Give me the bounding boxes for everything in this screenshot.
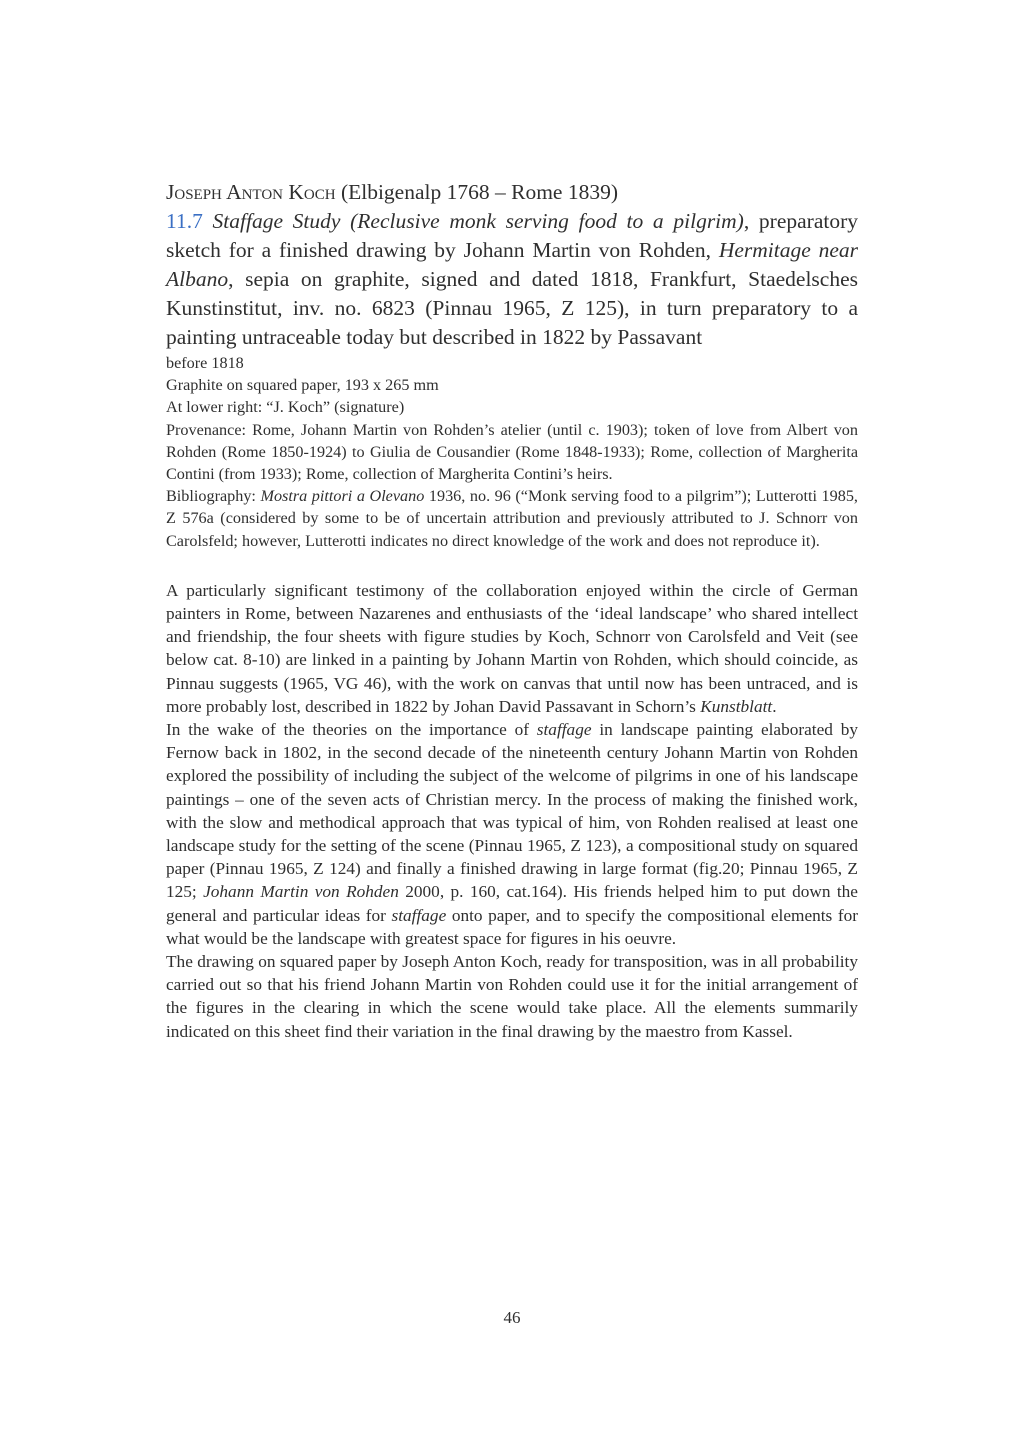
provenance: Provenance: Rome, Johann Martin von Rohden’s atelier (until c. 1903); token of love from Albert von Rohden (Rome 1850-1924) to Giulia de Cousandier (Rome 1848-1933); Rome, collection of Margherita Contini (from 1933); Rome, collection of Margherita Contini’s heirs.	[166, 420, 858, 484]
bibliography-text: 1936, no. 96 (“Monk serving food to a pilgrim”); Lutterotti 1985, Z 576a (considered by some to be of uncertain attribution and previously attributed to J. Schnorr von Carolsfeld; however, Lutterotti indicates no direct knowledge of the work and does not reproduce it).	[166, 487, 858, 550]
essay-paragraph-2-part-d: onto paper, and to specify the compositional elements for what would be the landscape with greatest space for figures in his oeuvre.	[166, 905, 858, 948]
essay-paragraph-2-part-a: In the wake of the theories on the importance of	[166, 720, 537, 740]
related-work-title: Hermitage near Albano	[166, 238, 858, 291]
essay-body	[166, 579, 858, 1043]
artist-name: Joseph Anton Koch	[166, 180, 336, 204]
work-title: Staffage Study (Reclusive monk serving food to a pilgrim)	[212, 209, 744, 233]
catalogue-heading	[166, 178, 858, 352]
essay-paragraph-3: The drawing on squared paper by Joseph Anton Koch, ready for transposition, was in all probability carried out so that his friend Johann Martin von Rohden could use it for the initial arrangement of the figures in the clearing in which the scene would take place. All the elements summarily indicated on this sheet find their variation in the final drawing by the maestro from Kassel.	[166, 952, 858, 1041]
essay-paragraph-1	[166, 579, 858, 718]
heading-description-2: , sepia on graphite, signed and dated 1818, Frankfurt, Staedelsches Kunstinstitut, inv. no. 6823 (Pinnau 1965, Z 125), in turn preparatory to a painting untraceable today but described in 1822 by Passavant	[166, 267, 858, 349]
essay-paragraph-2-part-c: 2000, p. 160, cat.164). His friends helped him to put down the general and particular ideas for	[166, 882, 858, 925]
essay-paragraph-1-text: A particularly significant testimony of the collaboration enjoyed within the circle of German painters in Rome, between Nazarenes and enthusiasts of the ‘ideal landscape’ who shared intellect and friendship, the four sheets with figure studies by Koch, Schnorr von Carolsfeld and Veit (see below cat. 8-10) are linked in a painting by Johann Martin von Rohden, which should coincide, as Pinnau suggests (1965, VG 46), with the work on canvas that until now has been untraced, and is more probably lost, described in 1822 by Johan David Passavant in Schorn’s	[166, 580, 858, 716]
bibliography-exhibition-title: Mostra pittori a Olevano	[260, 487, 425, 506]
work-date: before 1818	[166, 354, 244, 372]
catalogue-number: 11.7	[166, 209, 203, 233]
kunstblatt-title: Kunstblatt	[700, 696, 773, 716]
essay-paragraph-2-part-b: in landscape painting elaborated by Fernow back in 1802, in the second decade of the nineteenth century Johann Martin von Rohden explored the possibility of including the subject of the welcome of pilgrims in one of his landscape paintings – one of the seven acts of Christian mercy. In the process of making the finished work, with the slow and methodical approach that was typical of him, von Rohden realised at least one landscape study for the setting of the scene (Pinnau 1965, Z 123), a compositional study on squared paper (Pinnau 1965, Z 124) and finally a finished drawing in large format (fig.20; Pinnau 1965, Z 125;	[166, 720, 858, 902]
work-inscription: At lower right: “J. Koch” (signature)	[166, 398, 405, 417]
catalogue-metadata	[166, 352, 858, 552]
bibliography	[166, 485, 858, 552]
staffage-term: staffage	[536, 720, 592, 740]
essay-paragraph-2	[166, 718, 858, 950]
artist-dates: (Elbigenalp 1768 – Rome 1839)	[340, 180, 619, 204]
page-content	[166, 178, 858, 1043]
work-medium: Graphite on squared paper, 193 x 265 mm	[166, 376, 439, 395]
rohden-catalogue-title: Johann Martin von Rohden	[203, 882, 399, 902]
heading-description-1: , preparatory sketch for a finished drawing by Johann Martin von Rohden,	[166, 209, 859, 262]
bibliography-label: Bibliography:	[166, 487, 261, 506]
page-number: 46	[503, 1308, 521, 1327]
staffage-term-2: staffage	[391, 905, 447, 925]
essay-paragraph-1-end: .	[772, 696, 777, 716]
